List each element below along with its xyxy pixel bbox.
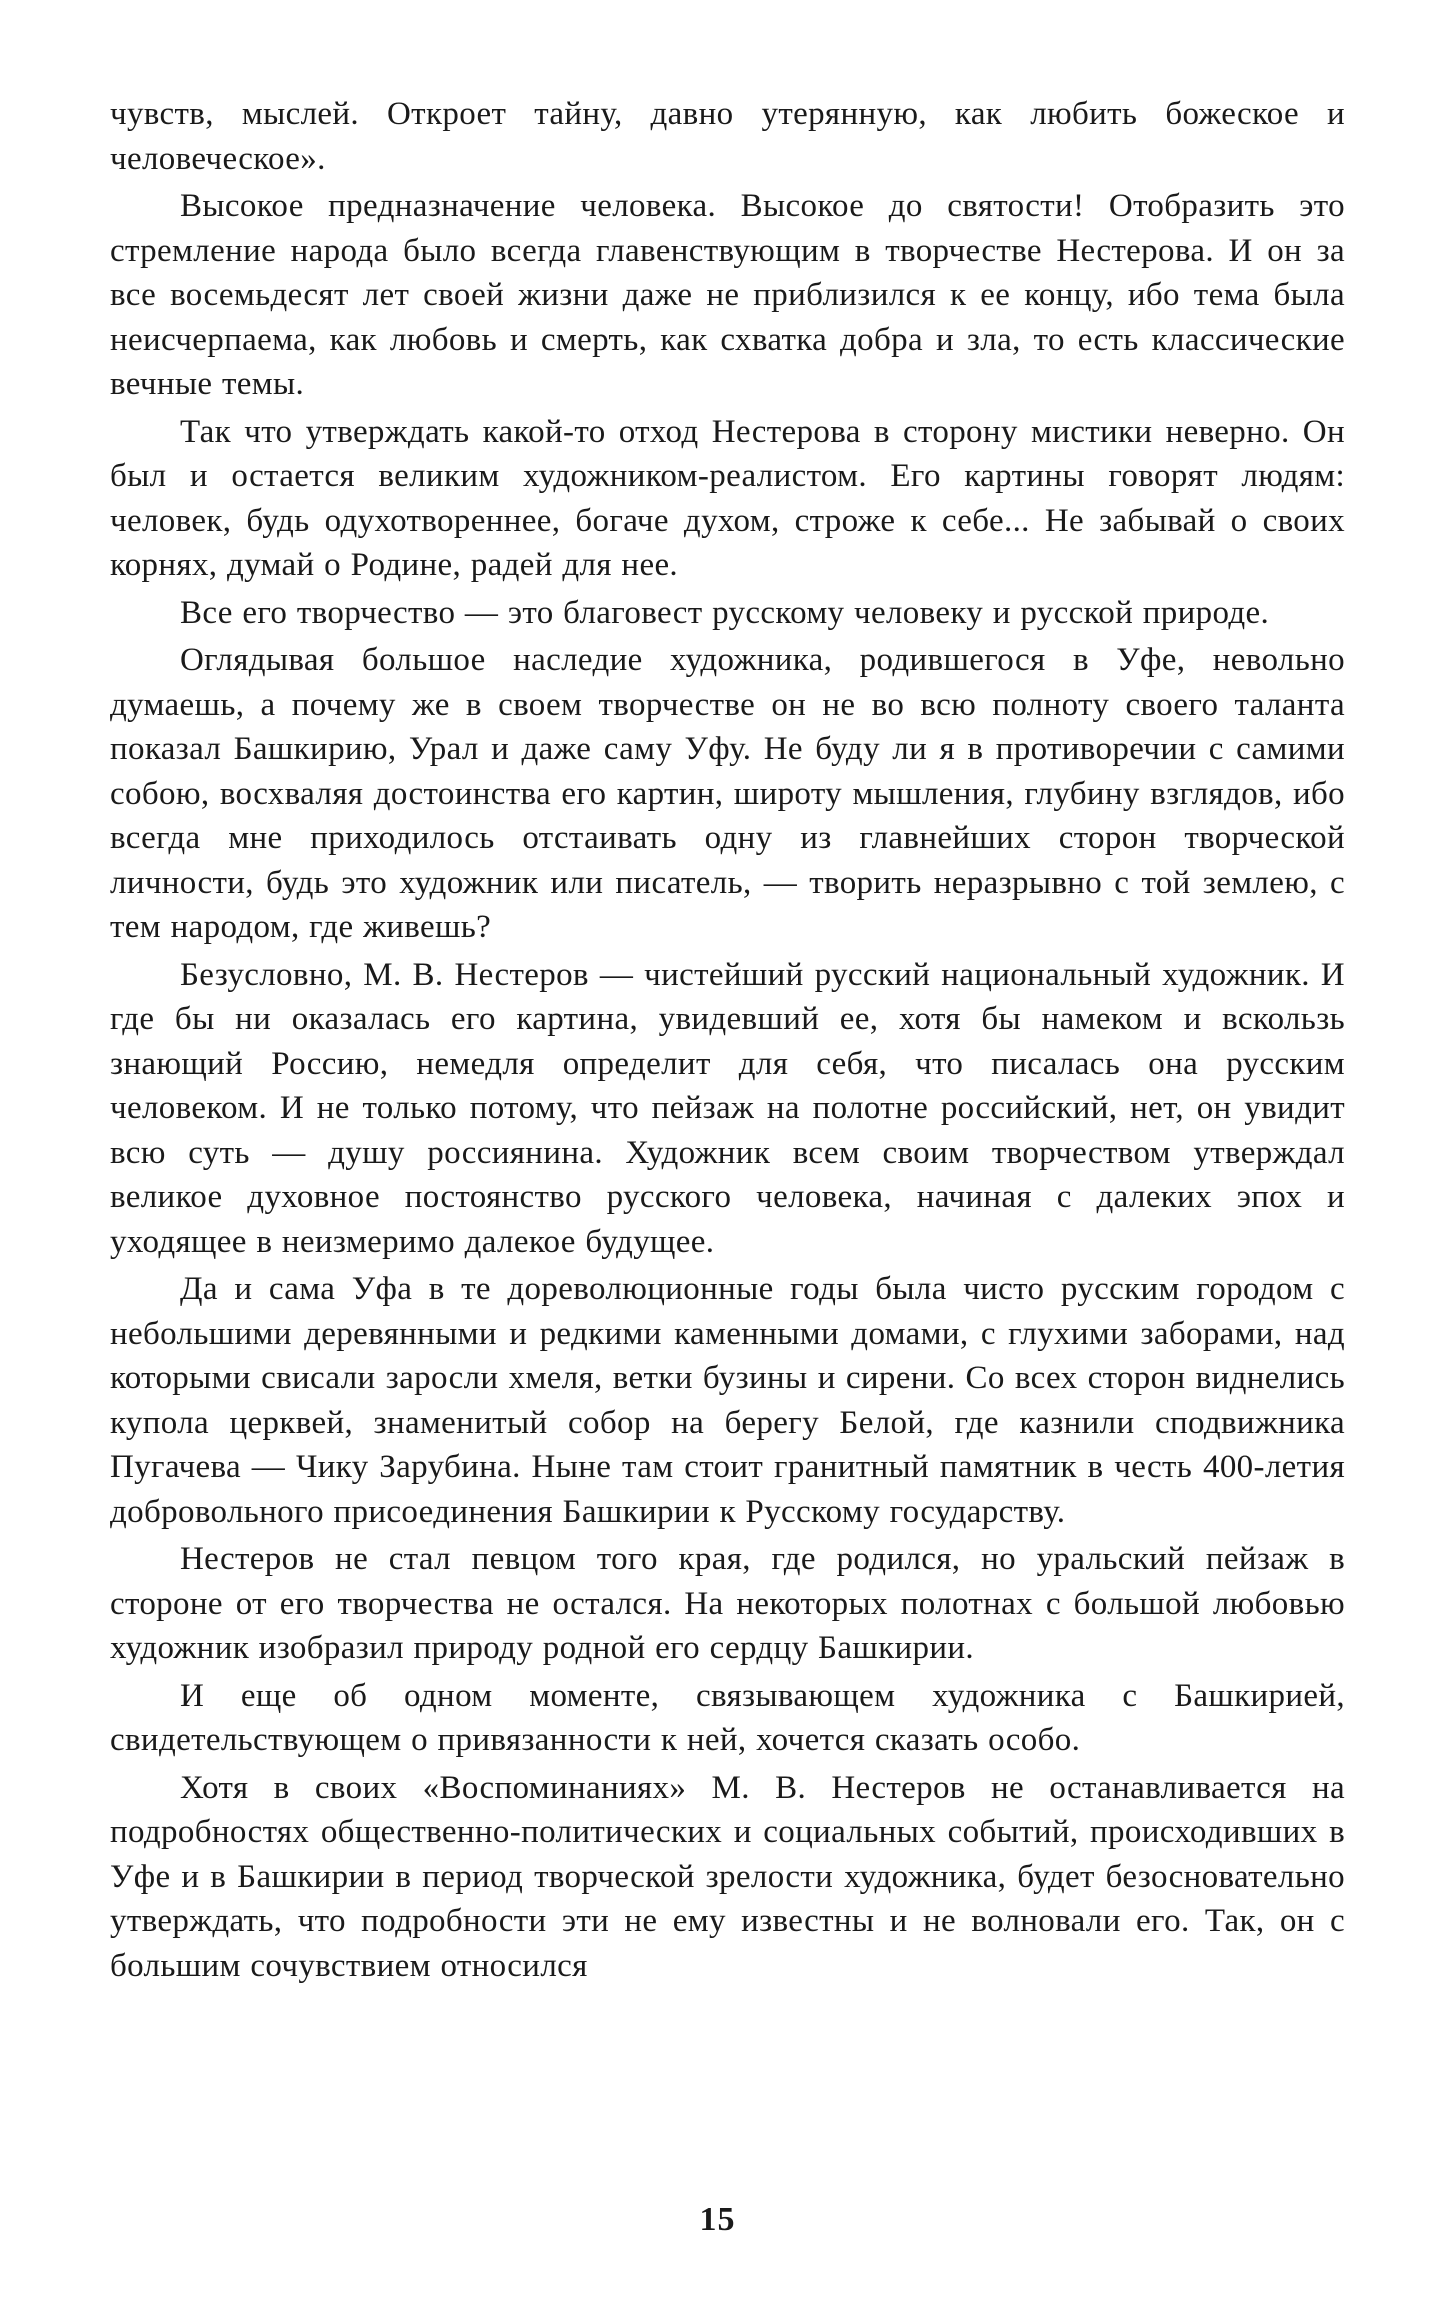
paragraph-7: Да и сама Уфа в те дореволюционные годы была чисто русским городом с небольшими деревянными и редкими каменными домами, с глухими заборами, над которыми свисали заросли хмеля, ветки бузины и сирени. Со всех сторон виднелись купола церквей, знаменитый собор на берегу Белой, где казнили сподвижника Пугачева — Чику Зарубина. Ныне там стоит гранитный памятник в честь 400-летия добровольного присоединения Башкирии к Русскому государству.: [110, 1271, 1345, 1530]
paragraph-5: Оглядывая большое наследие художника, родившегося в Уфе, невольно думаешь, а почему же в своем творчестве он не во всю полноту своего таланта показал Башкирию, Урал и даже саму Уфу. Не буду ли я в противоречии с самими собою, восхваляя достоинства его картин, широту мышления, глубину взглядов, ибо всегда мне приходилось отстаивать одну из главнейших сторон творческой личности, будь это художник или писатель, — творить неразрывно с той землею, с тем народом, где живешь?: [110, 642, 1345, 945]
paragraph-2: Высокое предназначение человека. Высокое до святости! Отобразить это стремление народа было всегда главенствующим в творчестве Нестерова. И он за все восемьдесят лет своей жизни даже не приблизился к ее концу, ибо тема была неисчерпаема, как любовь и смерть, как схватка добра и зла, то есть классические вечные темы.: [110, 188, 1345, 402]
paragraph-10: Хотя в своих «Воспоминаниях» М. В. Нестеров не останавливается на подробностях общественно-политических и социальных событий, происходивших в Уфе и в Башкирии в период творческой зрелости художника, будет безосновательно утверждать, что подробности эти не ему известны и не волновали его. Так, он с большим сочувствием относился: [110, 1769, 1345, 1984]
paragraph-8: Нестеров не стал певцом того края, где родился, но уральский пейзаж в стороне от его творчества не остался. На некоторых полотнах с большой любовью художник изобразил природу родной его сердцу Башкирии.: [110, 1541, 1345, 1666]
paragraph-9: И еще об одном моменте, связывающем художника с Башкирией, свидетельствующем о привязанности к ней, хочется сказать особо.: [110, 1677, 1345, 1758]
page-body: [110, 92, 1345, 1991]
paragraph-6: Безусловно, М. В. Нестеров — чистейший русский национальный художник. И где бы ни оказалась его картина, увидевший ее, хотя бы намеком и вскользь знающий Россию, немедля определит для себя, что писалась она русским человеком. И не только потому, что пейзаж на полотне российский, нет, он увидит всю суть — душу россиянина. Художник всем своим творчеством утверждал великое духовное постоянство русского человека, начиная с далеких эпох и уходящее в неизмеримо далекое будущее.: [110, 956, 1345, 1260]
page-number: 15: [699, 2201, 736, 2238]
paragraph-1: чувств, мыслей. Откроет тайну, давно утерянную, как любить божеское и человеческое».: [110, 96, 1345, 177]
paragraph-4: Все его творчество — это благовест русскому человеку и русской природе.: [180, 594, 1270, 631]
paragraph-3: Так что утверждать какой-то отход Нестерова в сторону мистики неверно. Он был и остается великим художником-реалистом. Его картины говорят людям: человек, будь одухотвореннее, богаче духом, строже к себе... Не забывай о своих корнях, думай о Родине, радей для нее.: [110, 413, 1345, 583]
